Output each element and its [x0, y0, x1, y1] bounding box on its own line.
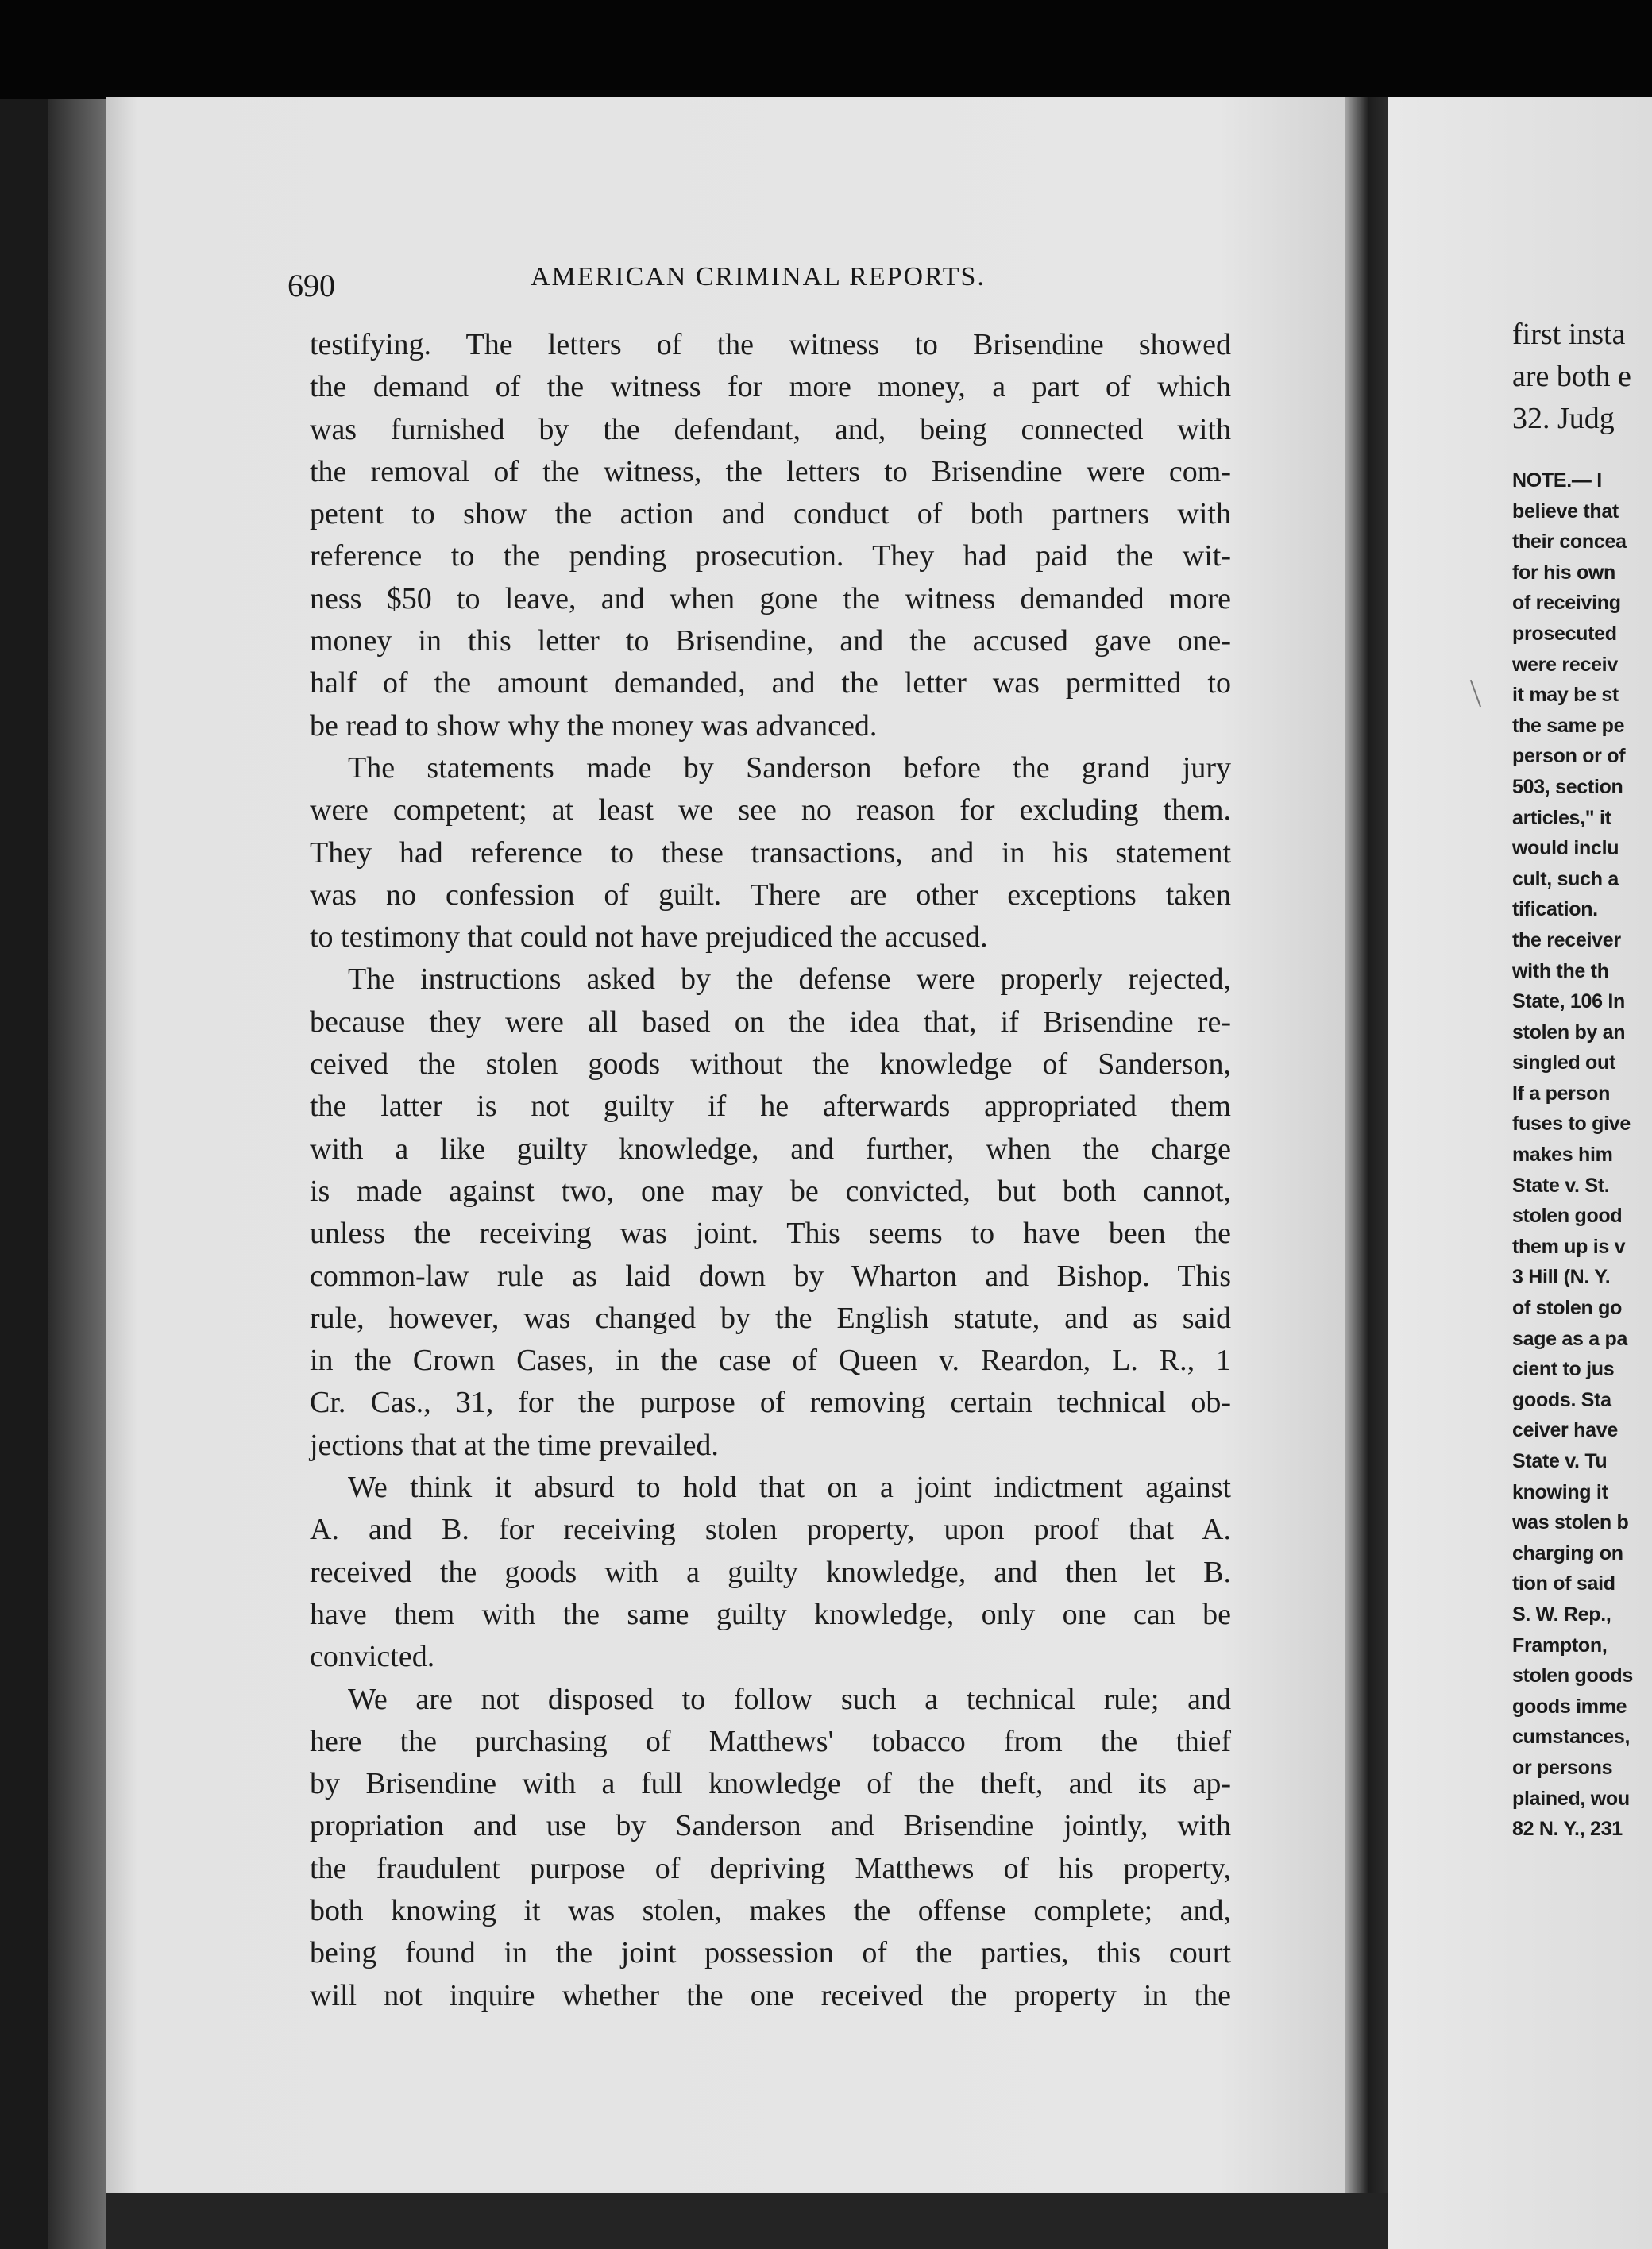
text-line: because they were all based on the idea that, if Brisendine re-: [310, 1005, 1231, 1039]
note-line: believe that: [1512, 500, 1619, 523]
note-line: of receiving: [1512, 592, 1621, 615]
text-line: be read to show why the money was advanced.: [310, 708, 878, 743]
text-line: both knowing it was stolen, makes the offense complete; and,: [310, 1893, 1231, 1927]
note-line: person or of: [1512, 745, 1626, 768]
note-line: stolen goods: [1512, 1665, 1633, 1688]
text-line: the fraudulent purpose of depriving Matthews of his property,: [310, 1851, 1231, 1885]
text-line: petent to show the action and conduct of both partners with: [310, 497, 1231, 531]
text-line: rule, however, was changed by the English statute, and as said: [310, 1301, 1231, 1335]
note-line: prosecuted: [1512, 622, 1617, 645]
text-line: 32. Judg: [1512, 402, 1615, 435]
note-line: singled out: [1512, 1051, 1616, 1074]
note-line: cient to jus: [1512, 1358, 1615, 1381]
left-page-body: [310, 324, 1231, 2017]
note-line: sage as a pa: [1512, 1327, 1628, 1350]
note-line: S. W. Rep.,: [1512, 1603, 1611, 1626]
text-line: A. and B. for receiving stolen property, upon proof that A.: [310, 1513, 1231, 1547]
text-line: here the purchasing of Matthews' tobacco from the thief: [310, 1724, 1231, 1758]
note-line: Frampton,: [1512, 1634, 1608, 1657]
note-line: ceiver have: [1512, 1419, 1618, 1442]
text-line: to testimony that could not have prejudiced the accused.: [310, 920, 988, 955]
text-line: We are not disposed to follow such a technical rule; and: [348, 1682, 1231, 1716]
note-line: 3 Hill (N. Y.: [1512, 1266, 1611, 1289]
text-line: were competent; at least we see no reason for excluding them.: [310, 793, 1231, 827]
text-line: propriation and use by Sanderson and Brisendine jointly, with: [310, 1809, 1231, 1843]
note-line: cult, such a: [1512, 867, 1619, 890]
book-edge-left: [0, 99, 48, 2249]
text-line: was furnished by the defendant, and, being connected with: [310, 412, 1231, 446]
text-line: unless the receiving was joint. This seems to have been the: [310, 1217, 1231, 1251]
note-line: it may be st: [1512, 684, 1619, 707]
text-line: in the Crown Cases, in the case of Queen v. Reardon, L. R., 1: [310, 1344, 1231, 1378]
note-line: the same pe: [1512, 714, 1625, 737]
note-line: plained, wou: [1512, 1787, 1630, 1810]
text-line: the removal of the witness, the letters to Brisendine were com-: [310, 454, 1231, 488]
note-line: stolen good: [1512, 1205, 1623, 1228]
note-line: them up is v: [1512, 1235, 1626, 1258]
note-line: cumstances,: [1512, 1726, 1631, 1749]
page-stack-left: [48, 99, 107, 2249]
note-line: If a person: [1512, 1082, 1611, 1105]
text-line: Cr. Cas., 31, for the purpose of removing certain technical ob-: [310, 1386, 1231, 1420]
text-line: ceived the stolen goods without the knowledge of Sanderson,: [310, 1047, 1231, 1082]
right-page-text: [1512, 314, 1652, 1845]
text-line: are both e: [1512, 360, 1631, 393]
text-line: ness $50 to leave, and when gone the witness demanded more: [310, 581, 1231, 615]
note-line: State v. St.: [1512, 1174, 1610, 1197]
note-line: the receiver: [1512, 928, 1621, 951]
text-line: with a like guilty knowledge, and further, when the charge: [310, 1132, 1231, 1166]
text-line: convicted.: [310, 1640, 435, 1674]
scan-bottom-border: [106, 2193, 1388, 2249]
note-line: State, 106 In: [1512, 990, 1625, 1013]
text-line: reference to the pending prosecution. They had paid the wit-: [310, 539, 1231, 573]
note-line: goods. Sta: [1512, 1388, 1611, 1411]
text-line: money in this letter to Brisendine, and the accused gave one-: [310, 624, 1231, 658]
page-number: 690: [288, 268, 335, 303]
text-line: is made against two, one may be convicted, but both cannot,: [310, 1174, 1231, 1208]
text-line: the latter is not guilty if he afterwards appropriated them: [310, 1090, 1231, 1124]
note-line: State v. Tu: [1512, 1450, 1608, 1472]
text-line: was no confession of guilt. There are other exceptions taken: [310, 878, 1231, 912]
book-gutter: [1345, 97, 1388, 2193]
running-title: AMERICAN CRIMINAL REPORTS.: [531, 262, 986, 291]
note-line: goods imme: [1512, 1695, 1627, 1718]
note-line: or persons: [1512, 1756, 1613, 1779]
note-line: their concea: [1512, 530, 1627, 554]
spacer: [1512, 440, 1652, 465]
note-line: for his own: [1512, 561, 1616, 584]
note-line: 503, section: [1512, 775, 1623, 798]
text-line: The statements made by Sanderson before the grand jury: [348, 750, 1231, 785]
note-line: knowing it: [1512, 1480, 1608, 1503]
note-line: charging on: [1512, 1541, 1623, 1564]
note-line: would inclu: [1512, 837, 1619, 860]
note-line: 82 N. Y., 231: [1512, 1818, 1623, 1841]
note-line: articles," it: [1512, 806, 1611, 829]
text-line: half of the amount demanded, and the letter was permitted to: [310, 666, 1231, 700]
note-line: with the th: [1512, 959, 1609, 982]
text-line: They had reference to these transactions, and in his statement: [310, 835, 1231, 870]
text-line: We think it absurd to hold that on a joint indictment against: [348, 1471, 1231, 1505]
note-line: fuses to give: [1512, 1113, 1631, 1136]
text-line: testifying. The letters of the witness to Brisendine showed: [310, 328, 1231, 361]
note-line: were receiv: [1512, 653, 1618, 676]
note-line: NOTE.— I: [1512, 469, 1602, 492]
text-line: will not inquire whether the one received the property in the: [310, 1978, 1231, 2012]
text-line: being found in the joint possession of the parties, this court: [310, 1936, 1231, 1970]
text-line: first insta: [1512, 318, 1626, 351]
note-line: makes him: [1512, 1144, 1613, 1167]
text-line: the demand of the witness for more money, a part of which: [310, 370, 1231, 404]
note-line: was stolen b: [1512, 1511, 1629, 1534]
note-line: tion of said: [1512, 1572, 1615, 1595]
text-line: received the goods with a guilty knowledge, and then let B.: [310, 1555, 1231, 1589]
text-line: common-law rule as laid down by Wharton and Bishop. This: [310, 1259, 1231, 1293]
note-line: of stolen go: [1512, 1297, 1623, 1320]
scan-top-border: [0, 0, 1652, 99]
text-line: have them with the same guilty knowledge, only one can be: [310, 1597, 1231, 1631]
text-line: jections that at the time prevailed.: [310, 1428, 719, 1462]
text-line: The instructions asked by the defense were properly rejected,: [348, 962, 1231, 997]
note-line: stolen by an: [1512, 1020, 1626, 1043]
note-line: tification.: [1512, 898, 1598, 921]
text-line: by Brisendine with a full knowledge of the theft, and its ap-: [310, 1767, 1231, 1801]
